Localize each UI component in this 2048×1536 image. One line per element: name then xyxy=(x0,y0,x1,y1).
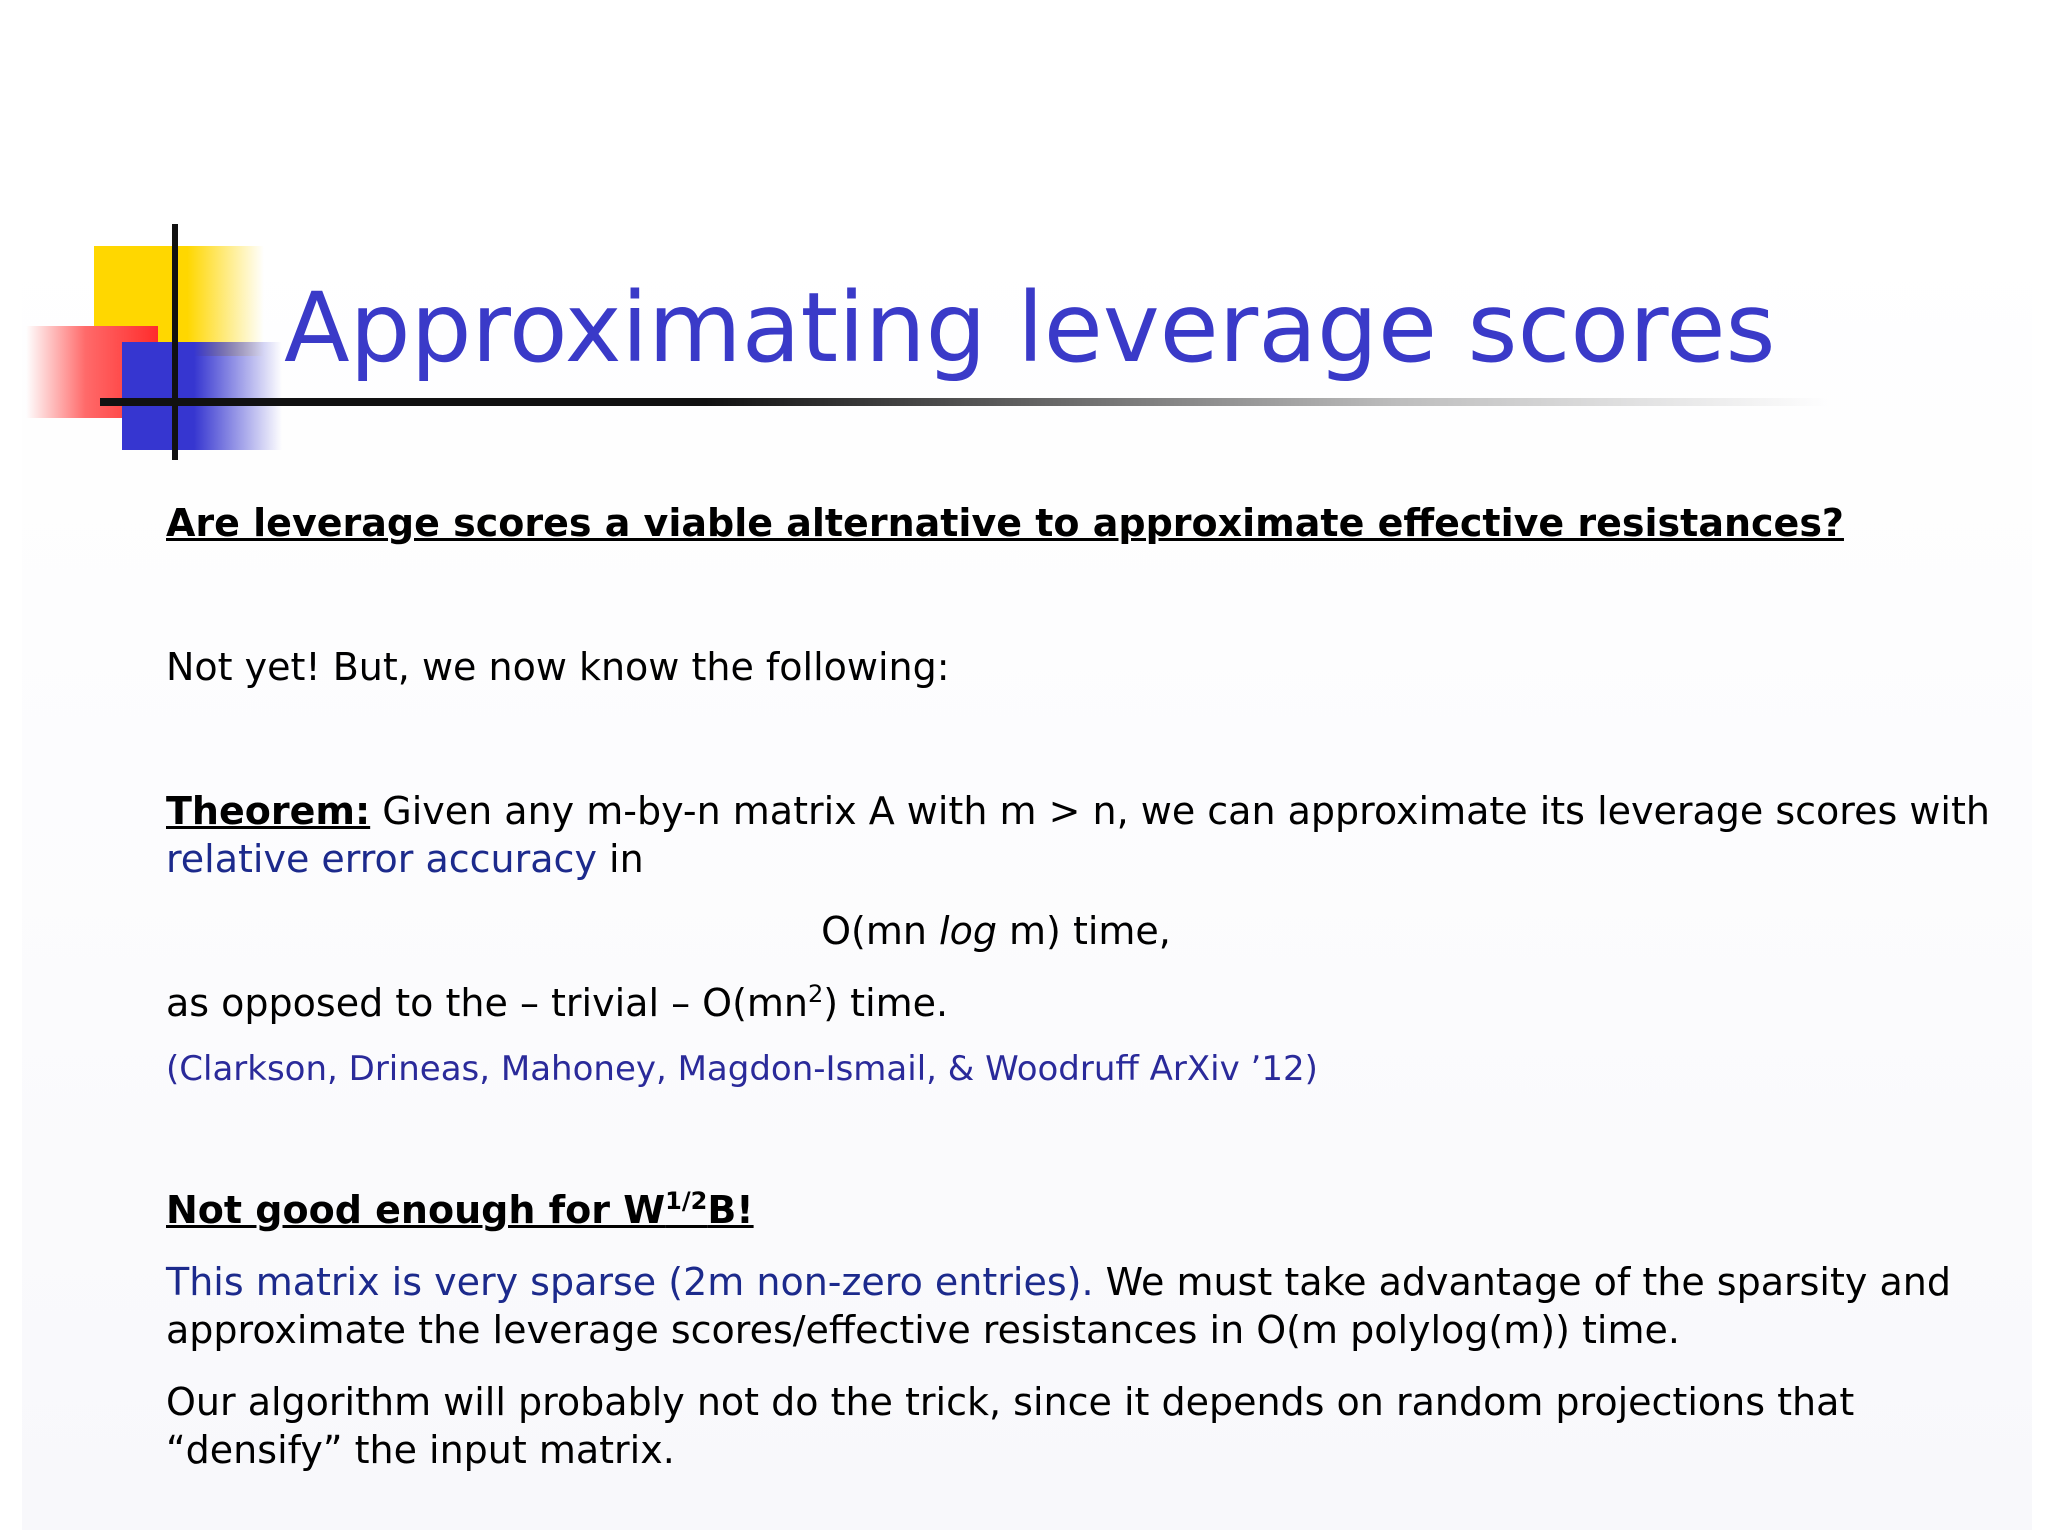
section2-para2-line-1: Our algorithm will probably not do the trick, since it depends on random projections that xyxy=(166,1380,1855,1424)
theorem-line2-tail: in xyxy=(596,837,644,881)
decor-blue-square xyxy=(122,342,282,450)
citation: (Clarkson, Drineas, Mahoney, Magdon-Ismail, & Woodruff ArXiv ’12) xyxy=(166,1049,1318,1089)
theorem-highlight: relative error accuracy xyxy=(166,837,597,881)
section2-highlight: This matrix is very sparse (2m non-zero entries). xyxy=(166,1260,1094,1304)
complexity-log: log xyxy=(939,909,997,953)
section2-line-2: approximate the leverage scores/effective resistances in O(m polylog(m)) time. xyxy=(166,1308,1680,1352)
theorem-line-2 xyxy=(166,835,644,883)
intro-text: Not yet! But, we now know the following: xyxy=(166,645,950,689)
opposed-suffix: ) time. xyxy=(823,981,949,1025)
question-heading: Are leverage scores a viable alternative to approximate effective resistances? xyxy=(166,501,1844,545)
opposed-line xyxy=(166,979,948,1027)
section2-heading-prefix: Not good enough for W xyxy=(166,1188,666,1232)
opposed-superscript: 2 xyxy=(808,980,824,1008)
theorem-line-1 xyxy=(166,787,1990,835)
section2-line-1 xyxy=(166,1258,1951,1306)
section2-heading-sup: 1/2 xyxy=(665,1187,708,1215)
section2-line1-tail: We must take advantage of the sparsity and xyxy=(1093,1260,1951,1304)
complexity-prefix: O(mn xyxy=(821,909,940,953)
theorem-text: Given any m-by-n matrix A with m > n, we can approximate its leverage scores with xyxy=(370,789,1990,833)
slide-title: Approximating leverage scores xyxy=(284,272,1776,384)
section2-heading-suffix: B! xyxy=(707,1188,754,1232)
theorem-label: Theorem: xyxy=(166,789,371,833)
section2-heading xyxy=(166,1186,754,1234)
complexity-suffix: m) time, xyxy=(996,909,1171,953)
complexity-line xyxy=(0,907,2048,955)
title-underline-rule xyxy=(100,398,1830,406)
section2-para2-line-2: “densify” the input matrix. xyxy=(166,1428,675,1472)
opposed-prefix: as opposed to the – trivial – O(mn xyxy=(166,981,808,1025)
decor-vertical-rule xyxy=(172,224,178,460)
